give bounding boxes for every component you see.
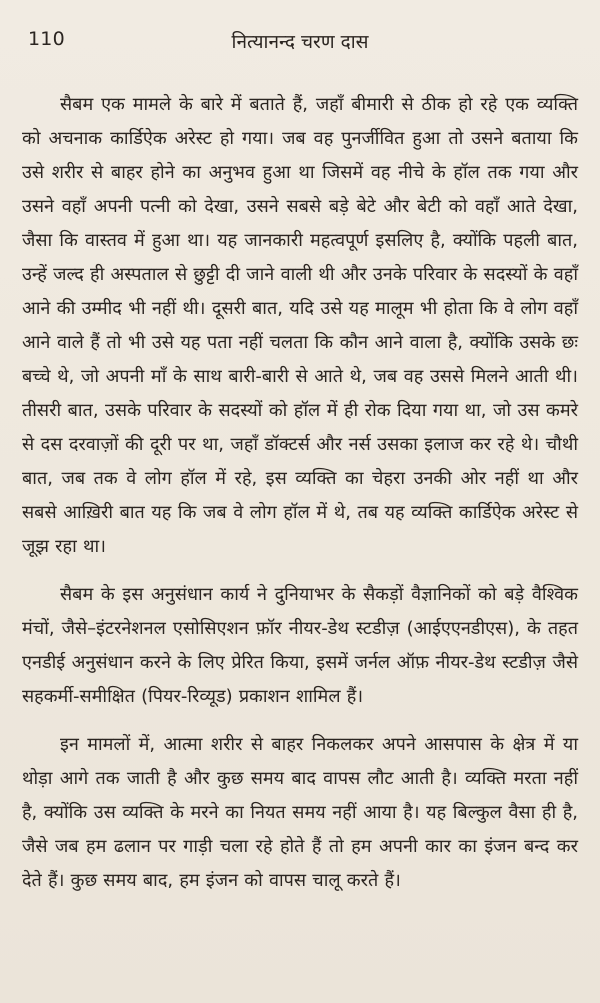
running-title: नित्यानन्द चरण दास (231, 31, 369, 53)
body-text (22, 88, 578, 898)
page-header (22, 18, 578, 54)
paragraph-2: सैबम के इस अनुसंधान कार्य ने दुनियाभर के सैकड़ों वैज्ञानिकों को बड़े वैश्विक मंचों, जैसे–इंटरनेशनल एसोसिएशन फ़ॉर नीयर-डेथ स्टडीज़ (आईएएनडीएस), के तहत एनडीई अनुसंधान करने के लिए प्रेरित किया, इसमें जर्नल ऑफ़ नीयर-डेथ स्टडीज़ जैसे सहकर्मी-समीक्षित (पियर-रिव्यूड) प्रकाशन शामिल हैं। (22, 584, 578, 707)
paragraph-3: इन मामलों में, आत्मा शरीर से बाहर निकलकर अपने आसपास के क्षेत्र में या थोड़ा आगे तक जाती है और कुछ समय बाद वापस लौट आती है। व्यक्ति मरता नहीं है, क्योंकि उस व्यक्ति के मरने का नियत समय नहीं आया है। यह बिल्कुल वैसा ही है, जैसे जब हम ढलान पर गाड़ी चला रहे होते हैं तो हम अपनी कार का इंजन बन्द कर देते हैं। कुछ समय बाद, हम इंजन को वापस चालू करते हैं। (22, 734, 578, 891)
paragraph-1: सैबम एक मामले के बारे में बताते हैं, जहाँ बीमारी से ठीक हो रहे एक व्यक्ति को अचनाक कार्डिऐक अरेस्ट हो गया। जब वह पुनर्जीवित हुआ तो उसने बताया कि उसे शरीर से बाहर होने का अनुभव हुआ था जिसमें वह नीचे के हॉल तक गया और उसने वहाँ अपनी पत्नी को देखा, उसने सबसे बड़े बेटे और बेटी को वहाँ आते देखा, जैसा कि वास्तव में हुआ था। यह जानकारी महत्वपूर्ण इसलिए है, क्योंकि पहली बात, उन्हें जल्द ही अस्पताल से छुट्टी दी जाने वाली थी और उनके परिवार के सदस्यों के वहाँ आने की उम्मीद भी नहीं थी। दूसरी बात, यदि उसे यह मालूम भी होता कि वे लोग वहाँ आने वाले हैं तो भी उसे यह पता नहीं चलता कि कौन आने वाला है, क्योंकि उसके छः बच्चे थे, जो अपनी माँ के साथ बारी-बारी से आते थे, जब वह उससे मिलने आती थी। तीसरी बात, उसके परिवार के सदस्यों को हॉल में ही रोक दिया गया था, जो उस कमरे से दस दरवाज़ों की दूरी पर था, जहाँ डॉक्टर्स और नर्स उसका इलाज कर रहे थे। चौथी बात, जब तक वे लोग हॉल में रहे, इस व्यक्ति का चेहरा उनकी ओर नहीं था और सबसे आख़िरी बात यह कि जब वे लोग हॉल में थे, तब यह व्यक्ति कार्डिऐक अरेस्ट से जूझ रहा था। (22, 94, 578, 557)
page-number: 110 (28, 28, 65, 50)
